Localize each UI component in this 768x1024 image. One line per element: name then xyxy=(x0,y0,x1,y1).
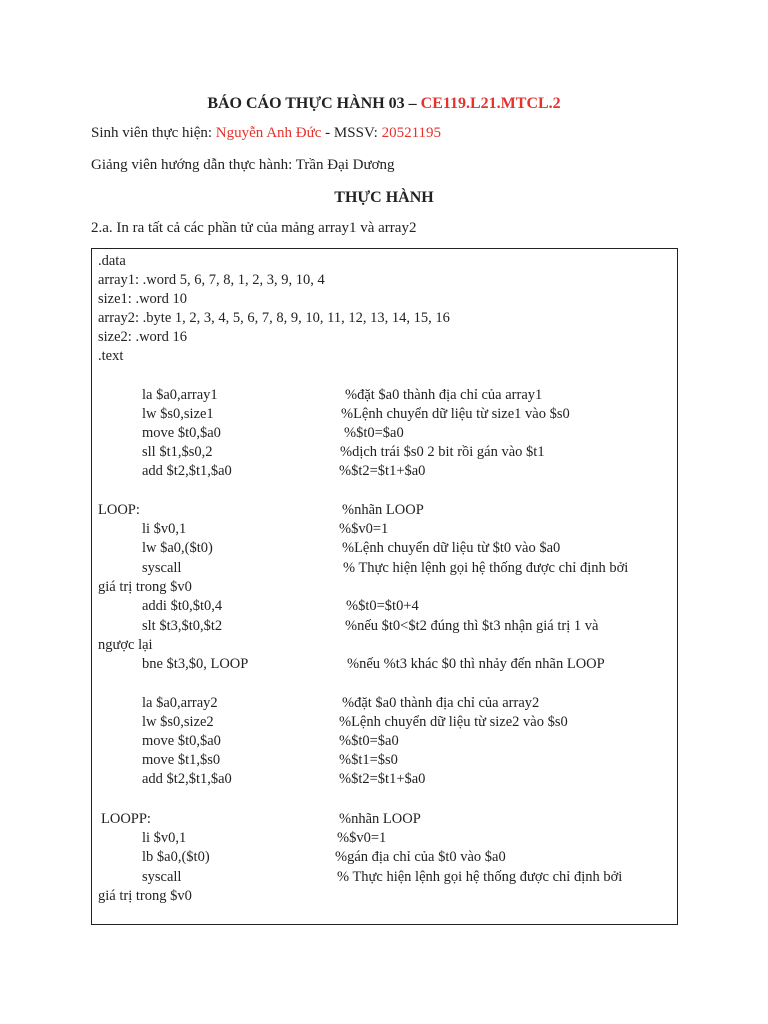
code-comment: %dịch trái $s0 2 bit rồi gán vào $t1 xyxy=(340,444,545,460)
code-instruction: lw $a0,($t0) xyxy=(142,540,213,556)
code-instruction: syscall xyxy=(142,869,182,885)
code-comment: %nếu $t0<$t2 đúng thì $t3 nhận giá trị 1 và xyxy=(345,618,599,634)
code-comment-wrap: ngược lại xyxy=(98,637,153,653)
code-label: LOOPP: xyxy=(101,811,151,827)
code-comment: %gán địa chỉ của $t0 vào $a0 xyxy=(335,849,506,865)
code-comment: %Lệnh chuyển dữ liệu từ size2 vào $s0 xyxy=(339,714,568,730)
code-instruction: lb $a0,($t0) xyxy=(142,849,210,865)
code-instruction: lw $s0,size2 xyxy=(142,714,214,730)
code-comment: % Thực hiện lệnh gọi hệ thống được chỉ định bởi xyxy=(337,869,623,885)
code-comment: %$t0=$a0 xyxy=(344,425,404,441)
report-title-prefix: BÁO CÁO THỰC HÀNH 03 – xyxy=(207,95,421,112)
code-instruction: addi $t0,$t0,4 xyxy=(142,598,223,614)
code-line: .text xyxy=(98,348,124,364)
code-instruction: bne $t3,$0, LOOP xyxy=(142,656,249,672)
code-instruction: add $t2,$t1,$a0 xyxy=(142,463,232,479)
code-line: array2: .byte 1, 2, 3, 4, 5, 6, 7, 8, 9, 10, 11, 12, 13, 14, 15, 16 xyxy=(98,310,450,326)
code-box xyxy=(91,248,678,925)
code-instruction: sll $t1,$s0,2 xyxy=(142,444,213,460)
task-heading: 2.a. In ra tất cả các phần tử của mảng array1 và array2 xyxy=(91,220,417,236)
code-comment-wrap: giá trị trong $v0 xyxy=(98,579,192,595)
code-comment: %$t2=$t1+$a0 xyxy=(339,463,426,479)
report-title xyxy=(0,94,768,113)
code-comment-wrap: giá trị trong $v0 xyxy=(98,888,192,904)
code-instruction: li $v0,1 xyxy=(142,521,187,537)
code-instruction: move $t0,$a0 xyxy=(142,733,221,749)
code-instruction: la $a0,array1 xyxy=(142,387,218,403)
code-line: size2: .word 16 xyxy=(98,329,187,345)
code-instruction: move $t0,$a0 xyxy=(142,425,221,441)
code-comment: %Lệnh chuyển dữ liệu từ $t0 vào $a0 xyxy=(342,540,561,556)
student-id: 20521195 xyxy=(381,125,442,141)
code-comment: % Thực hiện lệnh gọi hệ thống được chỉ định bởi xyxy=(343,560,629,576)
code-comment: %$t0=$a0 xyxy=(339,733,399,749)
mssv-label: - MSSV: xyxy=(321,125,382,141)
code-comment: %Lệnh chuyển dữ liệu từ size1 vào $s0 xyxy=(341,406,570,422)
code-instruction: syscall xyxy=(142,560,182,576)
code-comment: %nhãn LOOP xyxy=(339,811,421,827)
code-comment: %$v0=1 xyxy=(337,830,387,846)
student-name: Nguyễn Anh Đức xyxy=(215,125,322,141)
code-line: .data xyxy=(98,253,126,269)
code-comment: %$t0=$t0+4 xyxy=(346,598,419,614)
course-code: CE119.L21.MTCL.2 xyxy=(420,95,561,112)
code-instruction: li $v0,1 xyxy=(142,830,187,846)
student-label: Sinh viên thực hiện: xyxy=(91,125,216,141)
code-comment: %$t2=$t1+$a0 xyxy=(339,771,426,787)
code-line: array1: .word 5, 6, 7, 8, 1, 2, 3, 9, 10, 4 xyxy=(98,272,325,288)
code-line: size1: .word 10 xyxy=(98,291,187,307)
instructor-line: Giảng viên hướng dẫn thực hành: Trần Đại Dương xyxy=(91,157,395,173)
code-comment: %đặt $a0 thành địa chỉ của array2 xyxy=(342,695,540,711)
code-comment: %nhãn LOOP xyxy=(342,502,424,518)
code-comment: %đặt $a0 thành địa chỉ của array1 xyxy=(345,387,543,403)
student-line xyxy=(91,124,441,143)
code-comment: %$v0=1 xyxy=(339,521,389,537)
section-title: THỰC HÀNH xyxy=(334,189,434,206)
code-instruction: la $a0,array2 xyxy=(142,695,218,711)
code-instruction: lw $s0,size1 xyxy=(142,406,214,422)
code-label: LOOP: xyxy=(98,502,140,518)
code-instruction: add $t2,$t1,$a0 xyxy=(142,771,232,787)
code-instruction: move $t1,$s0 xyxy=(142,752,221,768)
code-comment: %$t1=$s0 xyxy=(339,752,398,768)
code-instruction: slt $t3,$t0,$t2 xyxy=(142,618,223,634)
code-comment: %nếu %t3 khác $0 thì nhảy đến nhãn LOOP xyxy=(347,656,605,672)
